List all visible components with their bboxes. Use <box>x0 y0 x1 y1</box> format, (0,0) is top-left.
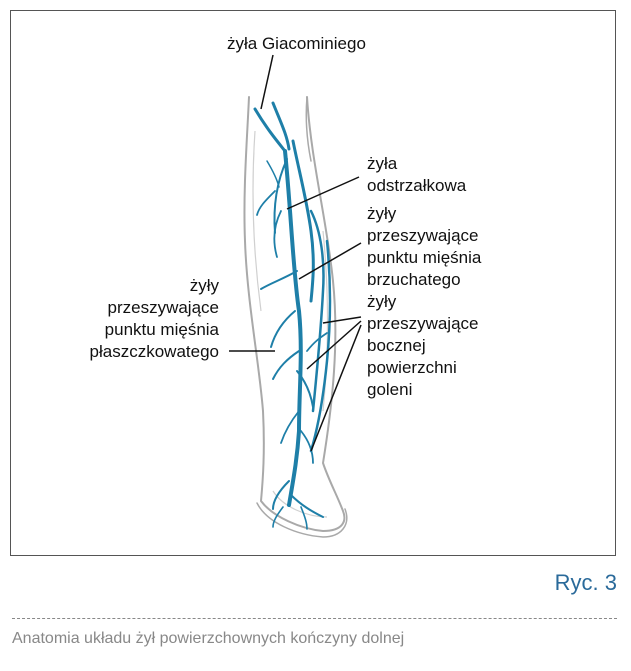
label-soleus-perforators: żyły przeszywające punktu mięśnia płaszczkowatego <box>89 276 219 361</box>
figure-frame <box>10 10 616 556</box>
label-gastrocnemius-perforators: żyły przeszywające punktu mięśnia brzuchatego <box>367 204 482 289</box>
veins <box>255 103 330 529</box>
label-lateral-leg-perforators: żyły przeszywające bocznej powierzchni goleni <box>367 292 479 399</box>
label-small-saphenous-vein: żyła odstrzałkowa <box>367 154 467 195</box>
divider <box>12 618 617 619</box>
figure-caption: Anatomia układu żył powierzchownych kończyny dolnej <box>12 630 405 647</box>
label-giacomini-vein: żyła Giacominiego <box>227 34 366 53</box>
figure-number: Ryc. 3 <box>554 570 617 595</box>
